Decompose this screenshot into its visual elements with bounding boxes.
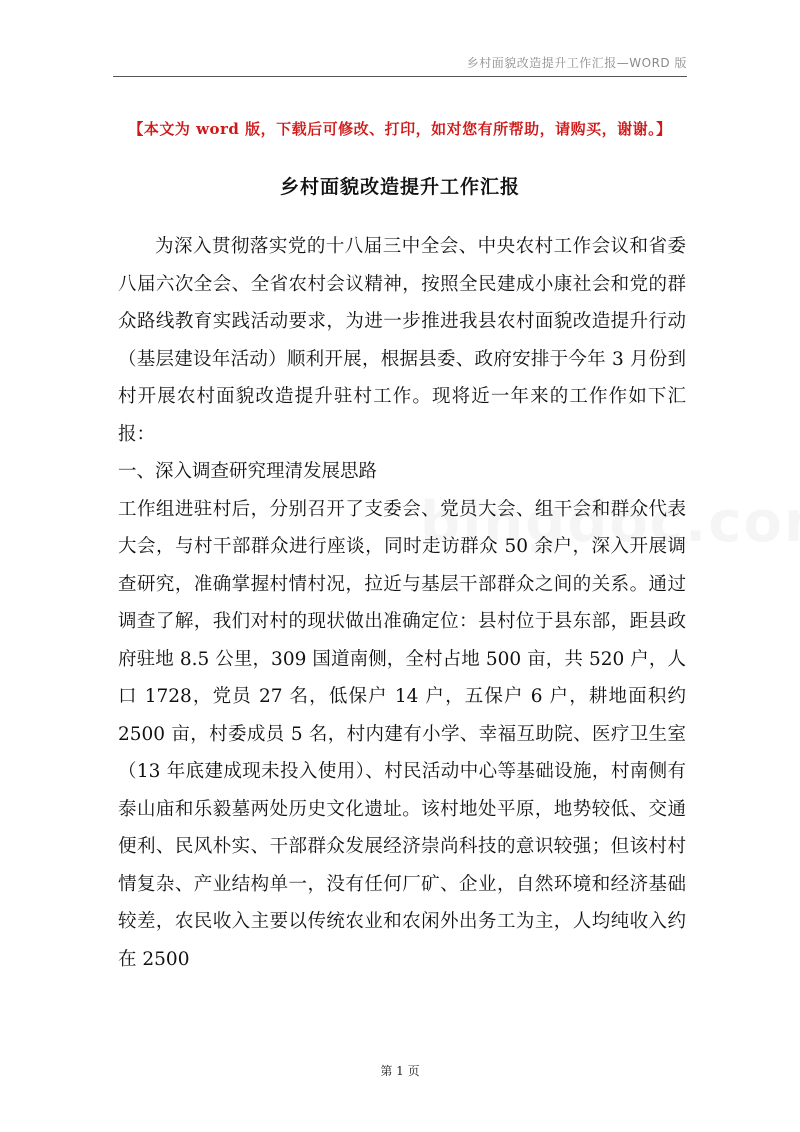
intro-paragraph: 为深入贯彻落实党的十八届三中全会、中央农村工作会议和省委八届六次全会、全省农村会议精神，按照全民建成小康社会和党的群众路线教育实践活动要求，为进一步推进我县农村面貌改造提升行动（基层建设年活动）顺利开展，根据县委、政府安排于今年 3 月份到村开展农村面貌改造提升驻村工作。现将近一年来的工作作如下汇报： bbox=[118, 236, 686, 445]
page-number: 第 1 页 bbox=[380, 1064, 420, 1078]
section-paragraph: 工作组进驻村后，分别召开了支委会、党员大会、组干会和群众代表大会，与村干部群众进行座谈，同时走访群众 50 余户，深入开展调查研究，准确掌握村情村况，拉近与基层干部群众之间的关系。通过调查了解，我们对村的现状做出准确定位：县村位于县东部，距县政府驻地 8.5 公里，309 国道南侧，全村占地 500 亩，共 520 户，人口 1728，党员 27 名，低保户 14 户，五保户 6 户，耕地面积约 2500 亩，村委成员 5 名，村内建有小学、幸福互助院、医疗卫生室（13 年底建成现未投入使用）、村民活动中心等基础设施，村南侧有泰山庙和乐毅墓两处历史文化遗址。该村地处平原，地势较低、交通便利、民风朴实、干部群众发展经济崇尚科技的意识较强；但该村村情复杂、产业结构单一，没有任何厂矿、企业，自然环境和经济基础较差，农民收入主要以传统农业和农闲外出务工为主，人均纯收入约在 2500 bbox=[118, 498, 686, 970]
document-body bbox=[118, 228, 686, 978]
running-header: 乡村面貌改造提升工作汇报—WORD 版 bbox=[466, 56, 687, 70]
download-notice: 【本文为 word 版，下载后可修改、打印，如对您有所帮助，请购买，谢谢。】 bbox=[128, 120, 672, 138]
section-heading: 一、深入调查研究理清发展思路 bbox=[118, 461, 378, 482]
document-title: 乡村面貌改造提升工作汇报 bbox=[279, 176, 520, 198]
header-divider bbox=[113, 76, 687, 77]
